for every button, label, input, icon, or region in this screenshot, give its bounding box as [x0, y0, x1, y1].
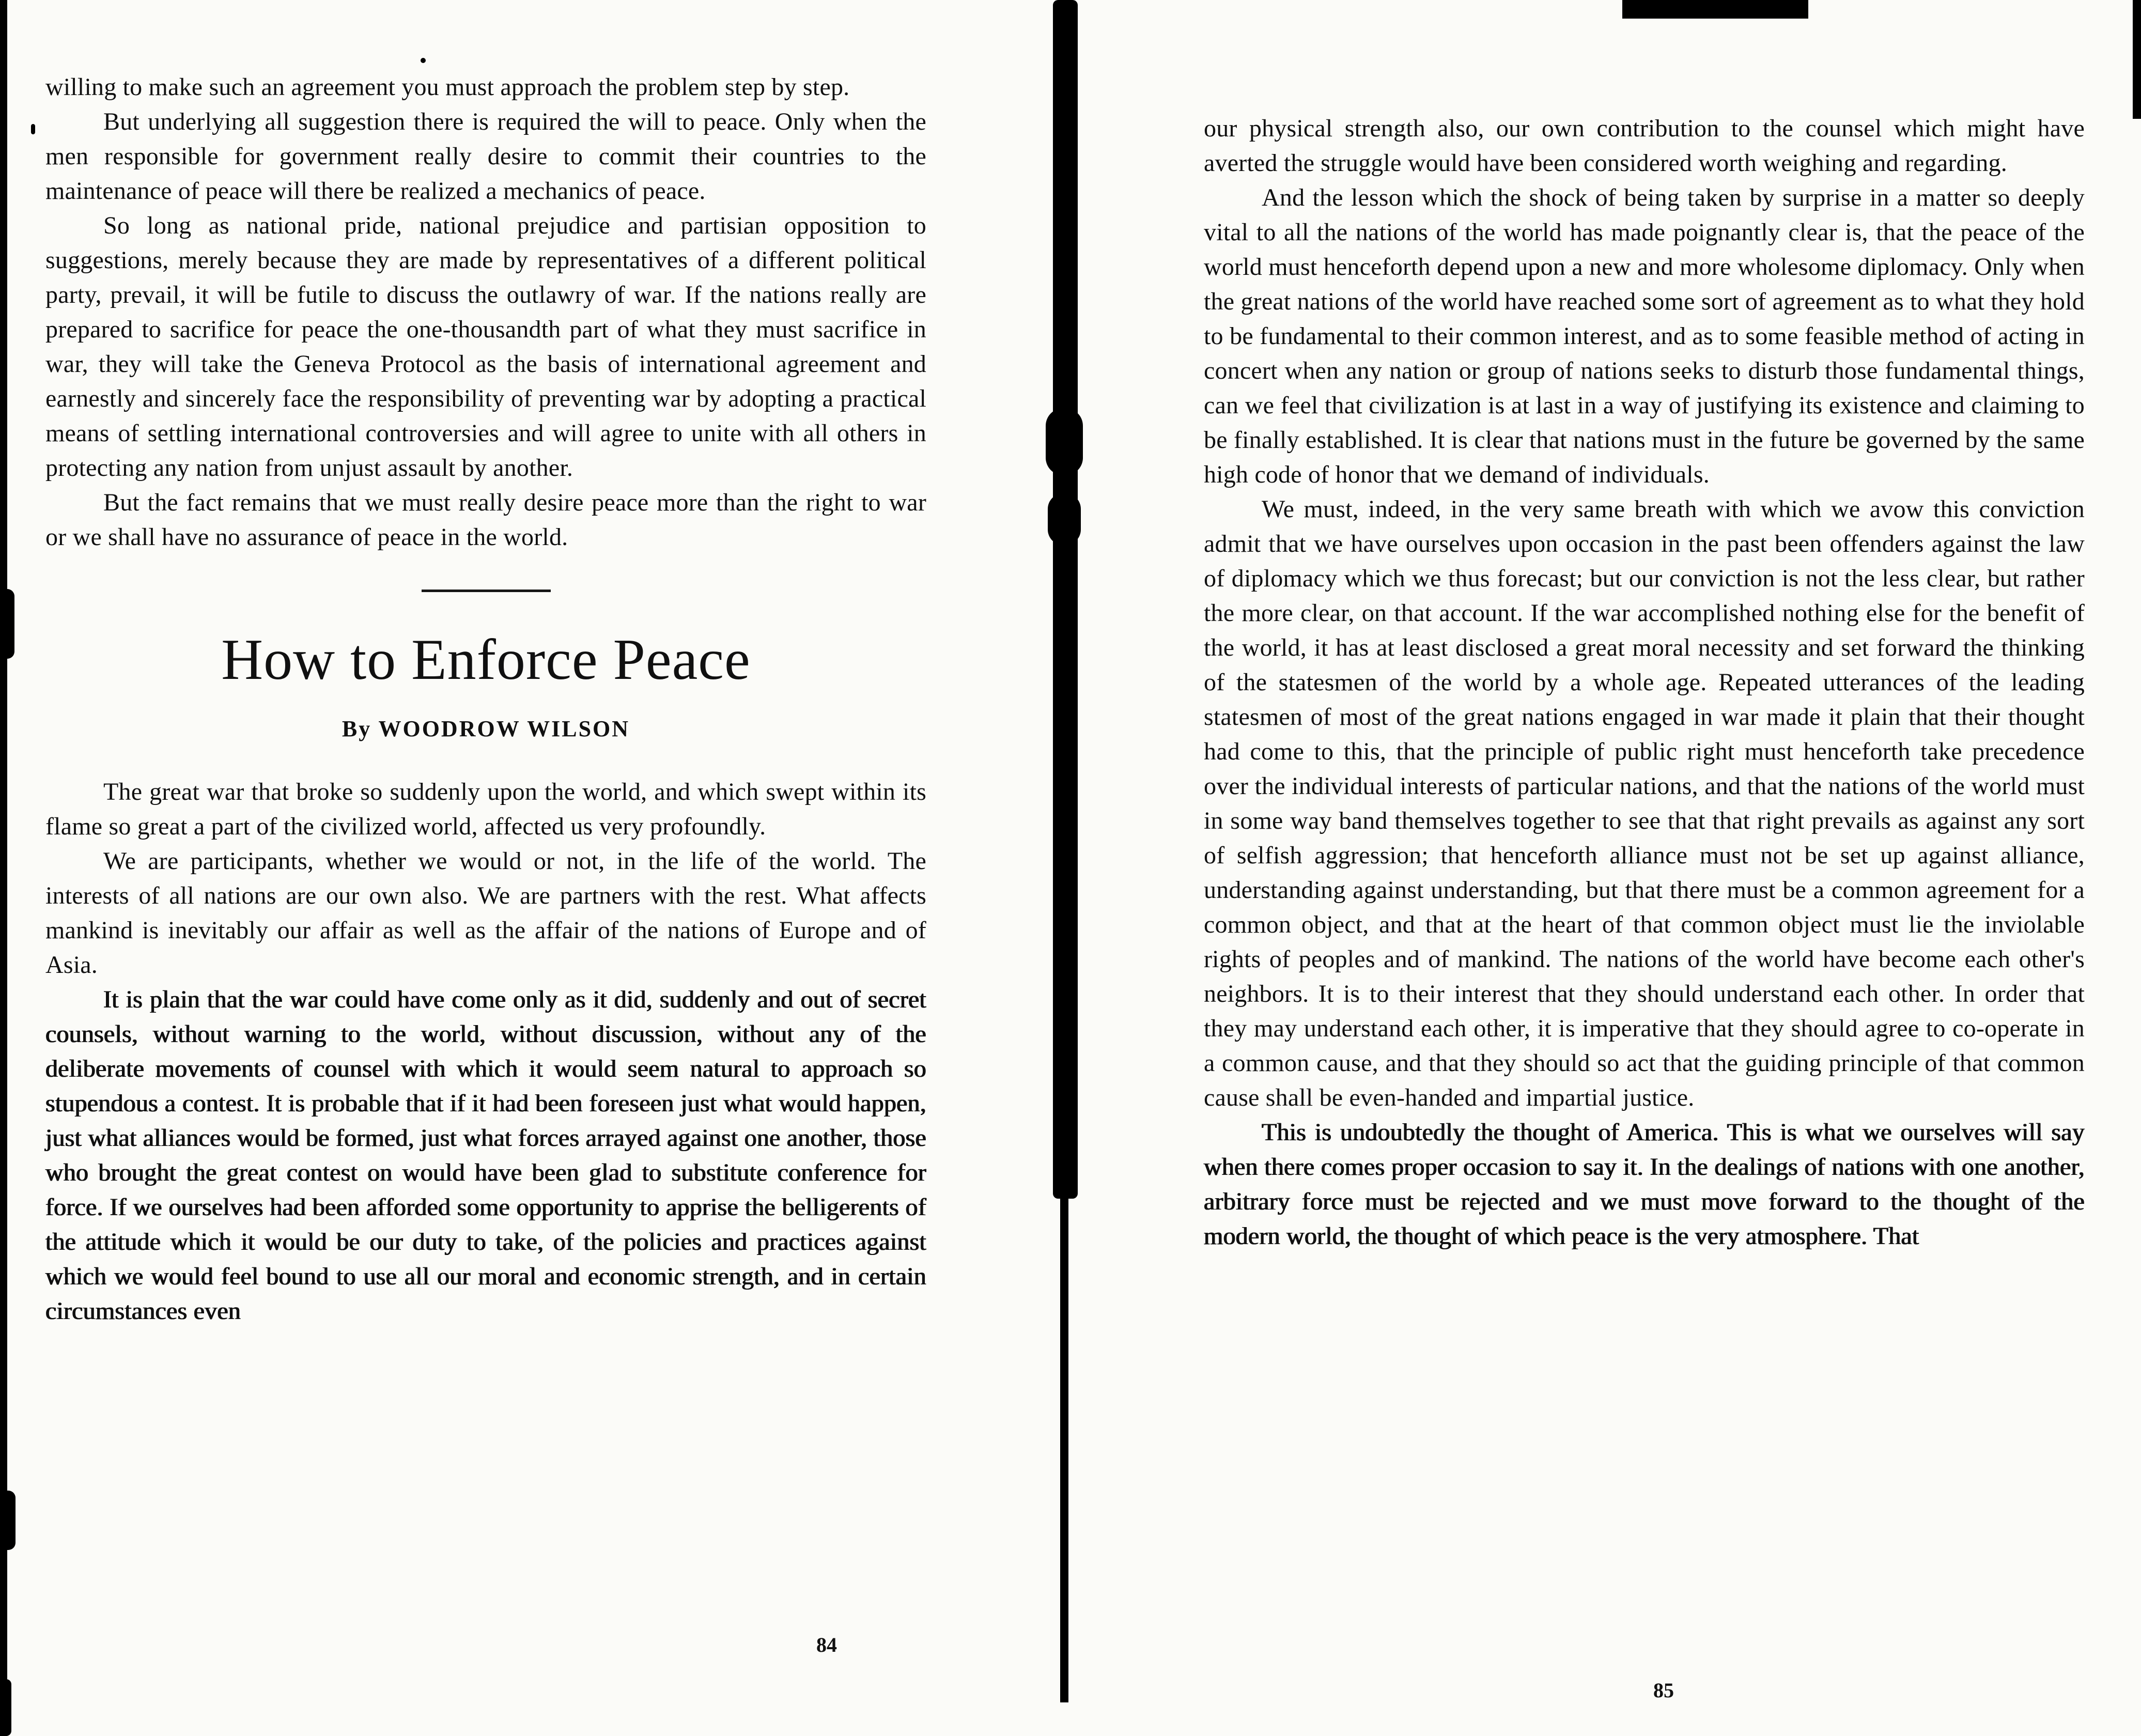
paragraph: But the fact remains that we must really desire peace more than the right to war or we shall have no assurance of peace in the world. — [45, 489, 926, 551]
paragraph: And the lesson which the shock of being taken by surprise in a matter so deeply vital to all the nations of the world has made poignantly clear is, that the peace of the world must henceforth depend upon a new and more wholesome diplomacy. Only when the great nations of the world have reached some sort of agreement as to what they hold to be fundamental to their common interest, and as to some feasible method of acting in concert when any nation or group of nations seeks to disturb those fundamental things, can we feel that civilization is at last in a way of justifying its existence and claiming to be finally established. It is clear that nations must in the future be governed by the same high code of honor that we demand of individuals. — [1204, 184, 2085, 488]
scan-artifact-left-mark — [0, 1679, 11, 1736]
scan-artifact-left-mark — [0, 1491, 15, 1550]
scan-edge-right-strip — [2133, 0, 2141, 119]
paragraph: It is plain that the war could have come only as it did, suddenly and out of secret counsels, without warning to the world, without discussion, without any of the deliberate movements of counsel with which it would seem natural to approach so stupendous a contest. It is probable that if it had been foreseen just what would happen, just what alliances would be formed, just what forces arrayed against one another, those who brought the great contest on would have been glad to substitute conference for force. If we ourselves had been afforded some opportunity to apprise the belligerents of the attitude which it would be our duty to take, of the policies and practices against which we would feel bound to use all our moral and economic strength, and in certain circumstances even — [45, 986, 926, 1325]
book-gutter-line — [1060, 1188, 1068, 1702]
right-page-column — [1204, 111, 2085, 1253]
paragraph: willing to make such an agreement you must approach the problem step by step. — [45, 73, 850, 101]
paragraph: The great war that broke so suddenly upon the world, and which swept within its flame so great a part of the civilized world, affected us very profoundly. — [45, 778, 926, 841]
paragraph: But underlying all suggestion there is required the will to peace. Only when the men responsible for government really desire to commit their countries to the maintenance of peace will there be realized a mechanics of peace. — [45, 108, 926, 205]
book-gutter-shadow — [1053, 0, 1078, 1199]
section-divider-rule — [422, 590, 551, 592]
paragraph: So long as national pride, national prejudice and partisian opposition to suggestions, merely because they are made by representatives of a different political party, prevail, it will be futile to discuss the outlawry of war. If the nations really are prepared to sacrifice for peace the one-thousandth part of what they must sacrifice in war, they will take the Geneva Protocol as the basis of international agreement and earnestly and sincerely face the responsibility of preventing war by adopting a practical means of settling international controversies and will agree to unite with all others in protecting any nation from unjust assault by another. — [45, 212, 926, 482]
scan-artifact-left-mark — [0, 589, 14, 659]
article-title: How to Enforce Peace — [221, 628, 751, 692]
scan-edge-left-strip — [0, 0, 7, 1736]
paragraph: our physical strength also, our own contribution to the counsel which might have averted the struggle would have been considered worth weighing and regarding. — [1204, 115, 2085, 177]
book-gutter-blob — [1048, 493, 1081, 545]
scan-speck — [31, 124, 35, 134]
scan-artifact-top-bar — [1622, 0, 1808, 19]
left-page-column — [45, 70, 926, 1328]
page-number-left: 84 — [816, 1633, 837, 1656]
book-gutter-blob — [1046, 408, 1083, 475]
paragraph: This is undoubtedly the thought of America. This is what we ourselves will say when there comes proper occasion to say it. In the dealings of nations with one another, arbitrary force must be rejected and we must move forward to the thought of the modern world, the thought of which peace is the very atmosphere. That — [1204, 1119, 2085, 1250]
paragraph: We are participants, whether we would or not, in the life of the world. The interests of all nations are our own also. We are partners with the rest. What affects mankind is inevitably our affair as well as the affair of the nations of Europe and of Asia. — [45, 847, 926, 979]
paragraph: We must, indeed, in the very same breath with which we avow this conviction admit that we have ourselves upon occasion in the past been offenders against the law of diplomacy which we thus forecast; but our conviction is not the less clear, but rather the more clear, on that account. If the war accomplished nothing else for the benefit of the world, it has at least disclosed a great moral necessity and set forward the thinking of the statesmen of the world by a whole age. Repeated utterances of the leading statesmen of most of the great nations engaged in war made it plain that their thought had come to this, that the principle of public right must henceforth take precedence over the individual interests of particular nations, and that the nations of the world must in some way band themselves together to see that that right prevails as against any sort of selfish aggression; that henceforth alliance must not be set up against alliance, understanding against understanding, but that there must be a common agreement for a common object, and that at the heart of that common object must lie the inviolable rights of peoples and of mankind. The nations of the world have become each other's neighbors. It is to their interest that they should understand each other. In order that they may understand each other, it is imperative that they should agree to co-operate in a common cause, and that they should so act that the guiding principle of that common cause shall be even-handed and impartial justice. — [1204, 495, 2085, 1111]
page-number-right: 85 — [1653, 1679, 1674, 1702]
article-header — [45, 628, 926, 746]
article-byline: By WOODROW WILSON — [342, 716, 630, 742]
scan-speck — [421, 58, 426, 63]
